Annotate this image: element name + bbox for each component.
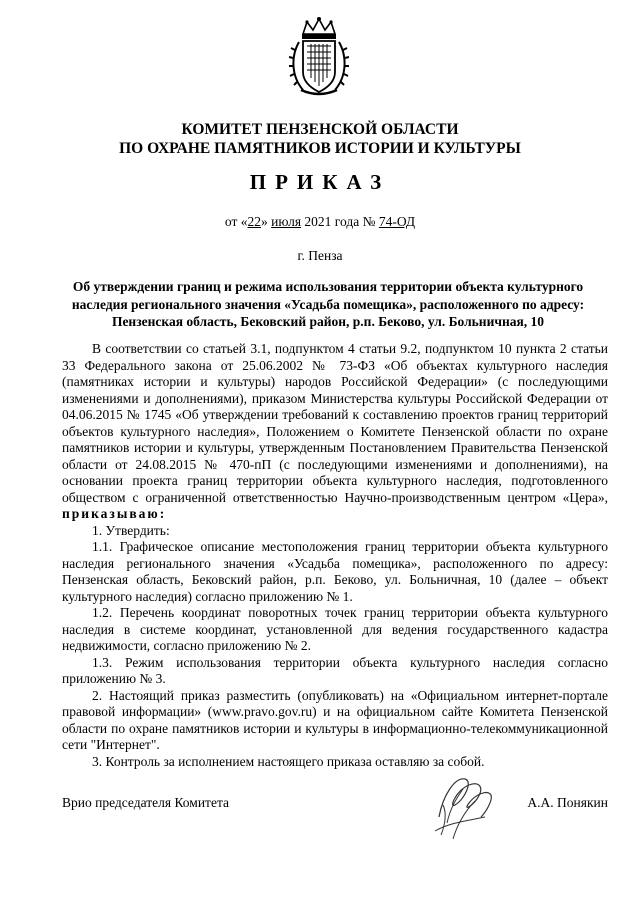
handwritten-signature	[425, 765, 505, 845]
date-month: июля	[271, 214, 302, 229]
date-year: 2021 года №	[301, 214, 379, 229]
date-day: 22	[247, 214, 261, 229]
date-mid: »	[260, 214, 272, 229]
committee-line-1: КОМИТЕТ ПЕНЗЕНСКОЙ ОБЛАСТИ	[181, 121, 459, 138]
committee-name	[0, 120, 640, 158]
signer-position: Врио председателя Комитета	[62, 795, 229, 810]
point-1-1: 1.1. Графическое описание местоположения границ территории объекта культурного наследия регионального значения «Усадьба помещика», расположенного по адресу: Пензенская область, Бековский район, р.п. Беково, ул. Больничная, 10 (далее – объект культурного наследия) согласно приложению № 1.	[62, 539, 608, 604]
order-date-line	[0, 214, 640, 230]
order-subject: Об утверждении границ и режима использования территории объекта культурного наследия регионального значения «Усадьба помещика», расположенного по адресу: Пензенская область, Бековский район, р.п. Беково, ул. Больничная, 10	[71, 279, 585, 329]
order-word: приказываю:	[62, 506, 167, 521]
preamble-text: В соответствии со статьей 3.1, подпунктом 4 статьи 9.2, подпунктом 10 пункта 2 статьи 33 Федерального закона от 25.06.2002 № 73-ФЗ «Об объектах культурного наследия (памятниках истории и культуры) народов Российской Федерации» (с последующими изменениями и дополнениями), приказом Министерства культуры Российской Федерации от 04.06.2015 № 1745 «Об утверждении требований к составлению проектов границ территорий объектов культурного наследия», Положением о Комитете Пензенской области по охране памятников истории и культуры, утвержденным Постановлением Правительства Пензенской области от 24.08.2015 № 470-пП (с последующими изменениями и дополнениями), на основании проекта границ территории объекта культурного наследия, подготовленного обществом с ограниченной ответственностью Научно-производственным центром «Цера»,	[62, 341, 608, 505]
order-body	[62, 341, 608, 770]
point-1-2: 1.2. Перечень координат поворотных точек границ территории объекта культурного наследия в системе координат, установленной для ведения государственного кадастра недвижимости, согласно приложению № 2.	[62, 605, 608, 653]
order-title: ПРИКАЗ	[249, 170, 391, 194]
coat-of-arms-emblem	[289, 16, 349, 98]
signer-name: А.А. Понякин	[527, 795, 608, 810]
point-1-3: 1.3. Режим использования территории объекта культурного наследия согласно приложению № 3.	[62, 654, 608, 686]
committee-line-2: ПО ОХРАНЕ ПАМЯТНИКОВ ИСТОРИИ И КУЛЬТУРЫ	[119, 140, 521, 157]
order-number: 74-ОД	[378, 214, 416, 229]
city-line: г. Пенза	[297, 248, 343, 263]
point-1: 1. Утвердить:	[92, 522, 170, 538]
date-prefix: от «	[224, 214, 248, 229]
preamble-paragraph	[62, 341, 608, 523]
point-2: 2. Настоящий приказ разместить (опубликовать) на «Официальном интернет-портале правовой информации» (www.pravo.gov.ru) и на официальном сайте Комитета Пензенской области по охране памятников истории и культуры в информационно-телекоммуникационной сети "Интернет".	[62, 687, 608, 752]
point-3: 3. Контроль за исполнением настоящего приказа оставляю за собой.	[92, 753, 485, 769]
